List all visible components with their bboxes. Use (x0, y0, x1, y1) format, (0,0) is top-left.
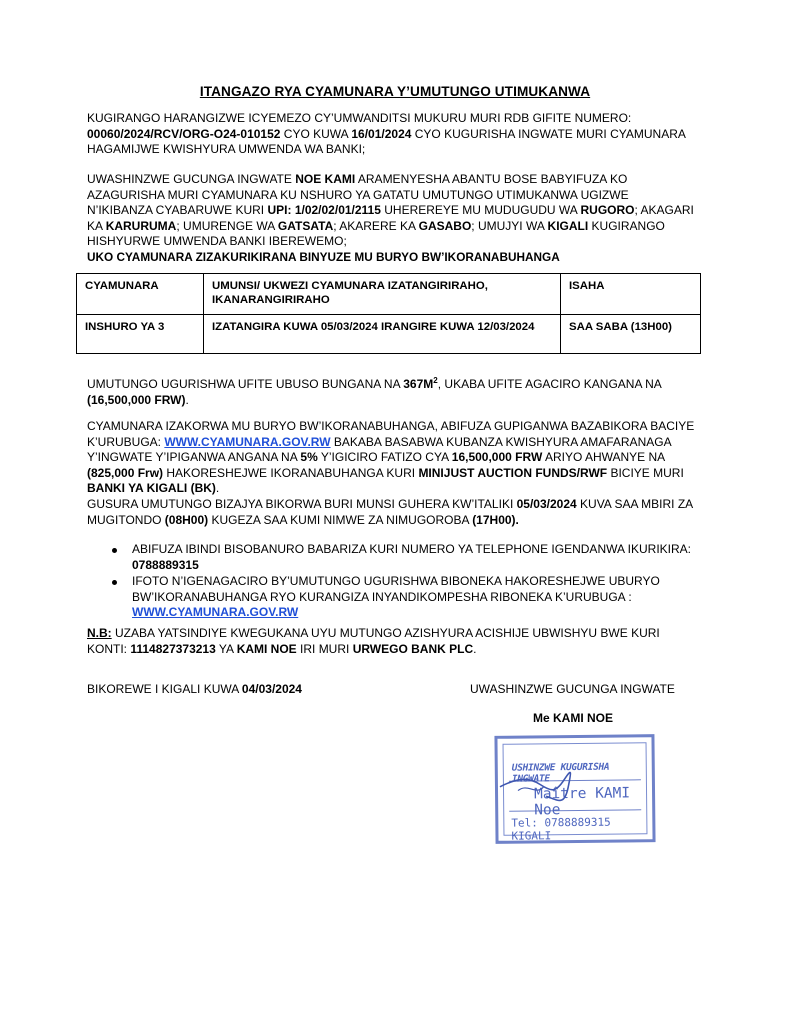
table-cell: SAA SABA (13H00) (561, 315, 701, 354)
website-link[interactable]: WWW.CYAMUNARA.GOV.RW (132, 605, 299, 619)
bidding-text: CYAMUNARA IZAKORWA MU BURYO BW’IKORANABUHANGA, ABIFUZA GUPIGANWA BAZABIKORA BACIYE K’URUBUGA: (87, 419, 695, 449)
table-header-cell: ISAHA (561, 274, 701, 315)
signature-scribble (498, 755, 659, 817)
property-value: (16,500,000 FRW) (87, 392, 186, 407)
property-text: , UKABA UFITE AGACIRO KANGANA NA (437, 377, 662, 391)
table-header-cell: UMUNSI/ UKWEZI CYAMUNARA IZATANGIRIRAHO, IKANARANGIRIRAHO (204, 274, 561, 315)
visit-paragraph (87, 497, 697, 528)
holder-paragraph (87, 172, 697, 250)
holder-text: KUGIRANGO HISHYURWE UMWENDA BANKI IBEREWEMO; (87, 218, 665, 248)
note-text: YA (215, 641, 237, 656)
bank-account-number: 1114827373213 (130, 641, 216, 656)
visit-start-time: (08H00) (164, 512, 209, 527)
stamp-line: Tel: 0788889315 KIGALI (511, 815, 611, 843)
table-row (77, 315, 701, 354)
phone-number: 0788889315 (132, 557, 199, 572)
bidding-text: ARIYO AHWANYE NA (542, 450, 665, 464)
auction-schedule-table (76, 273, 701, 354)
visit-text: GUSURA UMUTUNGO BIZAJYA BIKORWA BURI MUNSI GUHERA KW’ITALIKI (87, 497, 517, 511)
signatory-role: UWASHINZWE GUCUNGA INGWATE (470, 682, 675, 696)
note-text: IRI MURI (296, 641, 353, 656)
property-text: UMUTUNGO UGURISHWA UFITE UBUSO BUNGANA NA (87, 377, 404, 391)
visit-start-date: 05/03/2024 (516, 497, 577, 511)
visit-end-time: (17H00). (472, 512, 519, 527)
signing-date: 04/03/2024 (241, 682, 302, 696)
holder-text: ; UMURENGE WA (176, 218, 278, 233)
base-price: 16,500,000 FRW (451, 450, 543, 464)
decision-reference: 00060/2024/RCV/ORG-O24-010152 (87, 126, 281, 141)
cell-name: KARURUMA (105, 218, 177, 233)
village-name: RUGORO (580, 203, 635, 217)
official-stamp (494, 734, 655, 844)
info-bullet-list (112, 542, 702, 622)
visit-text: KUVA SAA MBIRI ZA MUGITONDO (87, 497, 693, 527)
bidding-text: Y’IGICIRO FATIZO CYA (317, 450, 452, 464)
online-auction-heading: UKO CYAMUNARA ZIZAKURIKIRANA BINYUZE MU BURYO BW’IKORANABUHANGA (87, 250, 560, 264)
plot-upi: UPI: 1/02/02/01/2115 (267, 203, 381, 217)
sector-name: GATSATA (277, 218, 334, 233)
bullet-text: ABIFUZA IBINDI BISOBANURO BABARIZA KURI NUMERO YA TELEPHONE IGENDANWA IKURIKIRA: (132, 542, 692, 556)
auction-account: MINIJUST AUCTION FUNDS/RWF (418, 465, 608, 480)
list-item (112, 542, 702, 573)
account-bank-name: URWEGO BANK PLC (352, 641, 474, 656)
bidding-text: . (215, 481, 220, 495)
bidding-paragraph (87, 419, 697, 497)
table-cell: INSHURO YA 3 (77, 315, 204, 354)
property-text: . (185, 392, 189, 407)
bullet-text: IFOTO N’IGENAGACIRO BY’UMUTUNGO UGURISHWA BIBONEKA HAKORESHEJWE UBURYO BW’IKORANABUHANGA RYO KURANGIZA INYANDIKOMPESHA RIBONEKA K’URUBUGA : (132, 574, 660, 604)
deposit-percentage: 5% (300, 450, 318, 464)
holder-text: UWASHINZWE GUCUNGA INGWATE (87, 172, 296, 186)
table-header-cell: CYAMUNARA (77, 274, 204, 315)
bidding-text: BICIYE MURI (607, 465, 684, 480)
bullet-icon (112, 580, 117, 585)
holder-text: ARAMENYESHA ABANTU BOSE BABYIFUZA KO AZAGURISHA MURI CYAMUNARA KU NSHURO YA GATATU UMUTUNGO UTIMUKANWA UGIZWE N’IKIBANZA CYABARUWE KURI (87, 172, 629, 217)
signing-place-date (87, 682, 417, 698)
property-paragraph (87, 373, 697, 408)
bidding-text: HAKORESHEJWE IKORANABUHANGA KURI (163, 465, 419, 480)
stamp-line: Maître KAMI Noe (533, 785, 631, 819)
area-exponent: 2 (433, 376, 438, 385)
intro-text: CYO KUWA (280, 126, 352, 141)
list-item (112, 574, 702, 621)
website-link[interactable]: WWW.CYAMUNARA.GOV.RW (164, 434, 331, 449)
holder-text: UHEREREYE MU MUDUGUDU WA (380, 203, 581, 217)
note-text: UZABA YATSINDIYE KWEGUKANA UYU MUTUNGO AZISHYURA ACISHIJE UBWISHYU BWE KURI KONTI: (87, 626, 660, 656)
table-cell: IZATANGIRA KUWA 05/03/2024 IRANGIRE KUWA 12/03/2024 (204, 315, 561, 354)
holder-text: ; UMUJYI WA (471, 218, 548, 233)
table-header-row (77, 274, 701, 315)
city-name: KIGALI (547, 218, 589, 233)
bullet-icon (112, 548, 117, 553)
note-paragraph (87, 626, 697, 657)
note-label: N.B: (87, 626, 112, 640)
holder-name: NOE KAMI (295, 172, 356, 186)
account-holder-name: KAMI NOE (236, 641, 297, 656)
note-text: . (473, 641, 477, 656)
signatory-name: Me KAMI NOE (533, 711, 614, 725)
signing-text: BIKOREWE I KIGALI KUWA (87, 682, 242, 696)
holder-text: ; AKARERE KA (333, 218, 419, 233)
stamp-line: USHINZWE KUGURISHA INGWATE (511, 761, 610, 785)
holder-text: ; AKAGARI KA (87, 203, 694, 233)
property-area: 367M (403, 377, 434, 391)
district-name: GASABO (418, 218, 472, 233)
decision-date: 16/01/2024 (351, 126, 412, 141)
intro-paragraph (87, 111, 697, 158)
intro-text: KUGIRANGO HARANGIZWE ICYEMEZO CY’UMWANDITSI MUKURU MURI RDB GIFITE NUMERO: (87, 111, 632, 125)
bidding-text: BAKABA BASABWA KUBANZA KWISHYURA AMAFARANAGA Y’INGWATE Y’IPIGANWA ANGANA NA (87, 434, 671, 464)
intro-text: CYO KUGURISHA INGWATE MURI CYAMUNARA HAGAMIJWE KWISHYURA UMWENDA WA BANKI; (87, 126, 686, 156)
notice-title: ITANGAZO RYA CYAMUNARA Y’UMUTUNGO UTIMUKANWA (199, 84, 591, 99)
bank-name: BANKI YA KIGALI (BK) (87, 481, 216, 495)
deposit-amount: (825,000 Frw) (87, 465, 164, 480)
visit-text: KUGEZA SAA KUMI NIMWE ZA NIMUGOROBA (208, 512, 473, 527)
